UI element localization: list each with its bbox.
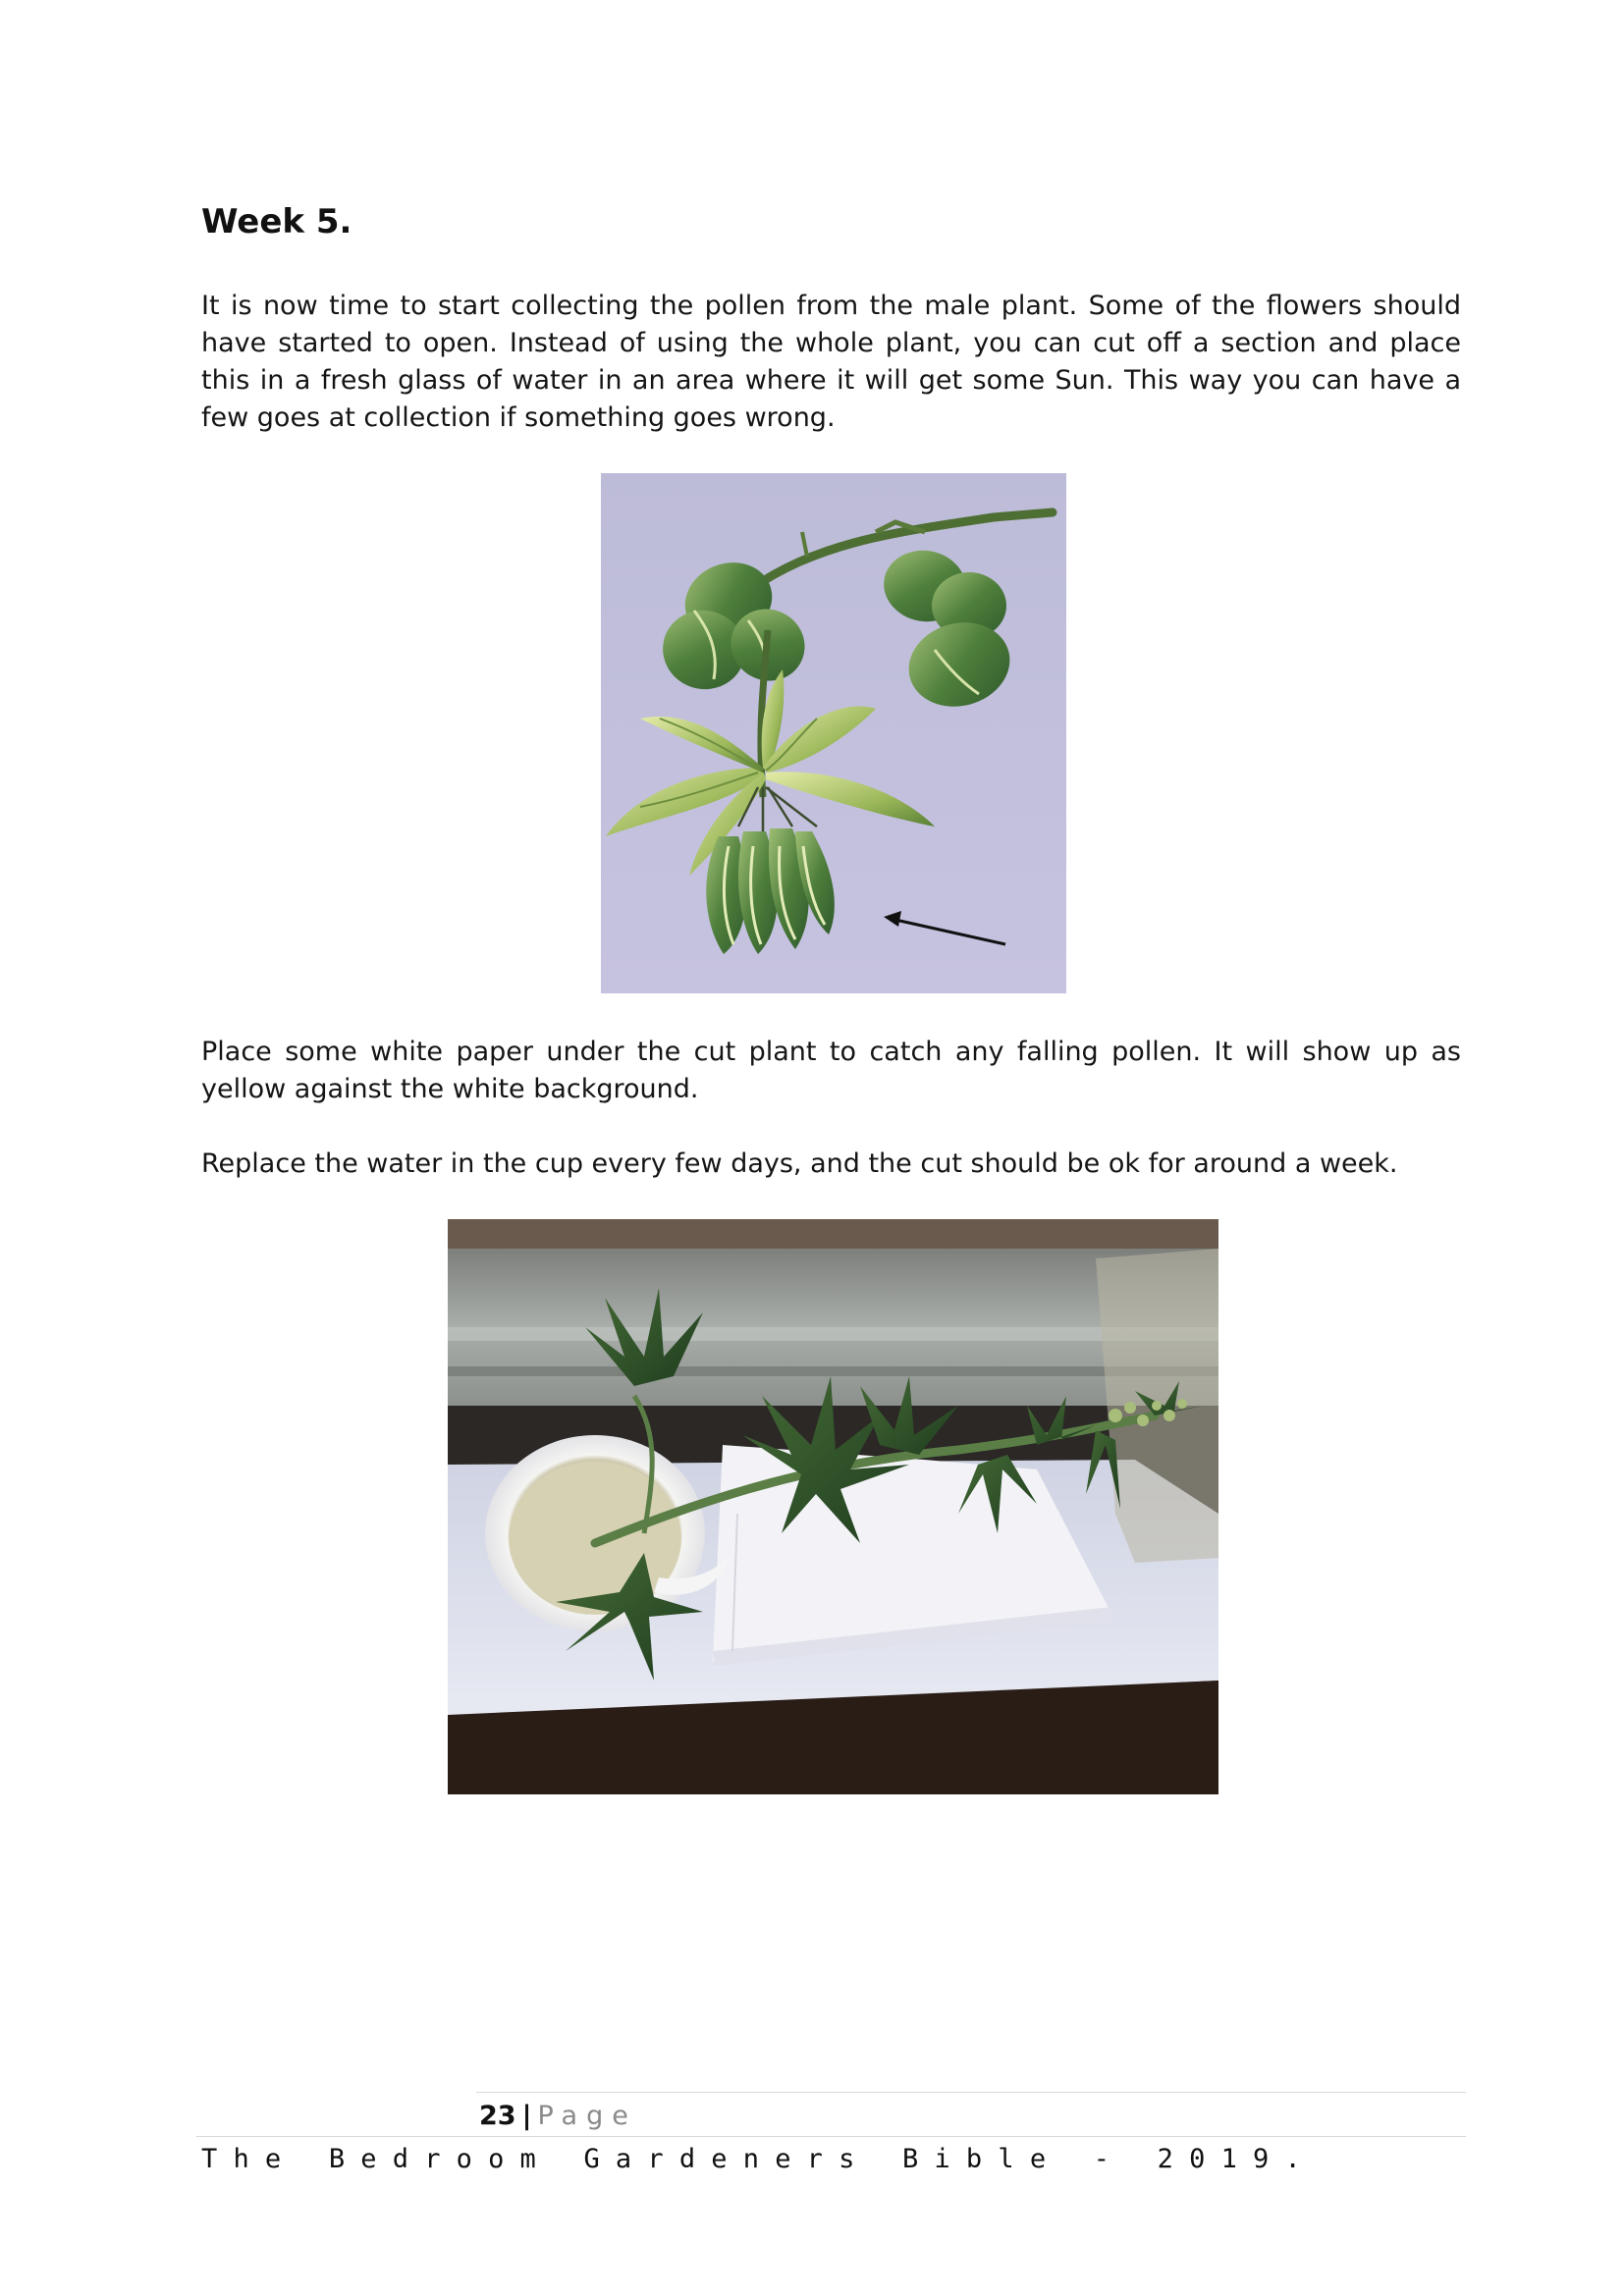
page-number-value: 23: [479, 2101, 516, 2131]
footer-rule-bottom: [196, 2136, 1466, 2137]
paragraph-white-paper: Place some white paper under the cut plant to catch any falling pollen. It will show up as yellow against the white background.: [201, 1037, 1461, 1104]
footer-rule-top: [476, 2092, 1466, 2093]
page-number-separator: |: [521, 2101, 532, 2131]
section-heading: Week 5.: [201, 202, 352, 241]
illustration-male-flowers: [601, 473, 1066, 993]
photo-cut-plant-in-cup: [448, 1219, 1218, 1794]
page-number: [479, 2101, 637, 2131]
book-title-footer: The Bedroom Gardeners Bible - 2019.: [201, 2144, 1317, 2174]
page-word: Page: [537, 2101, 637, 2131]
paragraph-intro: It is now time to start collecting the pollen from the male plant. Some of the flowers should have started to open. Instead of using the whole plant, you can cut off a section and place this in a fresh glass of water in an area where it will get some Sun. This way you can have a few goes at collection if something goes wrong.: [201, 291, 1461, 433]
paragraph-replace-water: Replace the water in the cup every few days, and the cut should be ok for around a week.: [201, 1148, 1398, 1179]
